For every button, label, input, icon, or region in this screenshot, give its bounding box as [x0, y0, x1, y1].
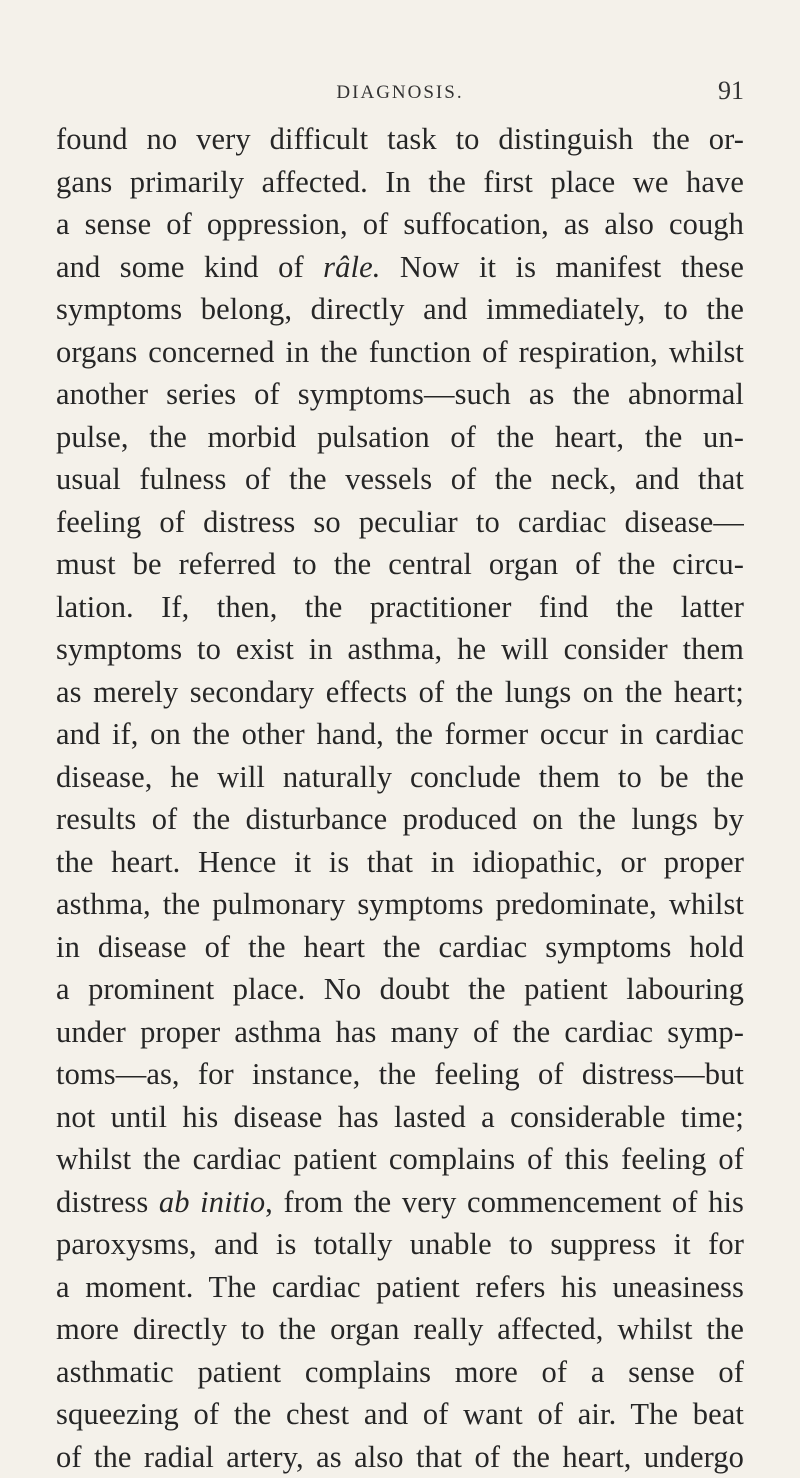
text-line: [56, 118, 744, 161]
text-line: [56, 671, 744, 714]
text-run: paroxysms, and is totally unable to suppress it for: [56, 1227, 744, 1261]
text-line: [56, 1436, 744, 1478]
text-line: [56, 203, 744, 246]
text-line: [56, 288, 744, 331]
body-paragraph: [56, 118, 744, 1478]
text-line: [56, 713, 744, 756]
text-run: a sense of oppression, of suffocation, as also cough: [56, 207, 744, 241]
page-header: [56, 0, 744, 118]
text-line: [56, 1096, 744, 1139]
text-line: [56, 756, 744, 799]
text-line: [56, 1181, 744, 1224]
text-run: gans primarily affected. In the first place we have: [56, 165, 744, 199]
text-run: a moment. The cardiac patient refers his uneasiness: [56, 1270, 744, 1304]
text-line: [56, 1053, 744, 1096]
text-line: [56, 373, 744, 416]
text-line: [56, 1308, 744, 1351]
text-line: [56, 586, 744, 629]
text-run: disease, he will naturally conclude them to be the: [56, 760, 744, 794]
text-run: and if, on the other hand, the former occur in cardiac: [56, 717, 744, 751]
text-run: symptoms to exist in asthma, he will consider them: [56, 632, 744, 666]
italic-phrase: ab initio: [159, 1185, 265, 1219]
text-line: [56, 161, 744, 204]
text-line: [56, 798, 744, 841]
page-number: 91: [718, 76, 744, 106]
text-run: and some kind of: [56, 250, 323, 284]
text-line: [56, 1393, 744, 1436]
text-run: must be referred to the central organ of the circu-: [56, 547, 744, 581]
text-run: in disease of the heart the cardiac symptoms hold: [56, 930, 744, 964]
text-run: of the radial artery, as also that of the heart, undergo: [56, 1440, 744, 1474]
text-run: as merely secondary effects of the lungs on the heart;: [56, 675, 744, 709]
text-line: [56, 1011, 744, 1054]
text-run: not until his disease has lasted a considerable time;: [56, 1100, 744, 1134]
text-run: a prominent place. No doubt the patient labouring: [56, 972, 744, 1006]
text-line: [56, 1266, 744, 1309]
running-head: DIAGNOSIS.: [56, 82, 744, 104]
text-run: symptoms belong, directly and immediately, to the: [56, 292, 744, 326]
text-run: , from the very commencement of his: [265, 1185, 744, 1219]
text-line: [56, 968, 744, 1011]
text-line: [56, 1351, 744, 1394]
text-run: pulse, the morbid pulsation of the heart, the un-: [56, 420, 744, 454]
text-run: whilst the cardiac patient complains of this feeling of: [56, 1142, 744, 1176]
text-run: feeling of distress so peculiar to cardiac disease—: [56, 505, 744, 539]
text-run: asthma, the pulmonary symptoms predominate, whilst: [56, 887, 744, 921]
text-line: [56, 331, 744, 374]
text-run: distress: [56, 1185, 159, 1219]
text-run: Now it is manifest these: [380, 250, 744, 284]
text-line: [56, 841, 744, 884]
text-line: [56, 628, 744, 671]
text-line: [56, 543, 744, 586]
text-run: another series of symptoms—such as the abnormal: [56, 377, 744, 411]
text-run: asthmatic patient complains more of a sense of: [56, 1355, 744, 1389]
text-run: under proper asthma has many of the cardiac symp-: [56, 1015, 744, 1049]
text-run: organs concerned in the function of respiration, whilst: [56, 335, 744, 369]
text-run: lation. If, then, the practitioner find the latter: [56, 590, 744, 624]
text-line: [56, 1223, 744, 1266]
text-run: more directly to the organ really affected, whilst the: [56, 1312, 744, 1346]
text-line: [56, 926, 744, 969]
text-line: [56, 416, 744, 459]
text-line: [56, 246, 744, 289]
italic-phrase: râle.: [323, 250, 380, 284]
text-run: the heart. Hence it is that in idiopathic, or proper: [56, 845, 744, 879]
text-line: [56, 883, 744, 926]
text-run: found no very difficult task to distinguish the or-: [56, 122, 744, 156]
text-line: [56, 501, 744, 544]
text-run: toms—as, for instance, the feeling of distress—but: [56, 1057, 744, 1091]
text-run: squeezing of the chest and of want of air. The beat: [56, 1397, 744, 1431]
text-line: [56, 458, 744, 501]
text-run: results of the disturbance produced on the lungs by: [56, 802, 744, 836]
text-line: [56, 1138, 744, 1181]
text-run: usual fulness of the vessels of the neck, and that: [56, 462, 744, 496]
